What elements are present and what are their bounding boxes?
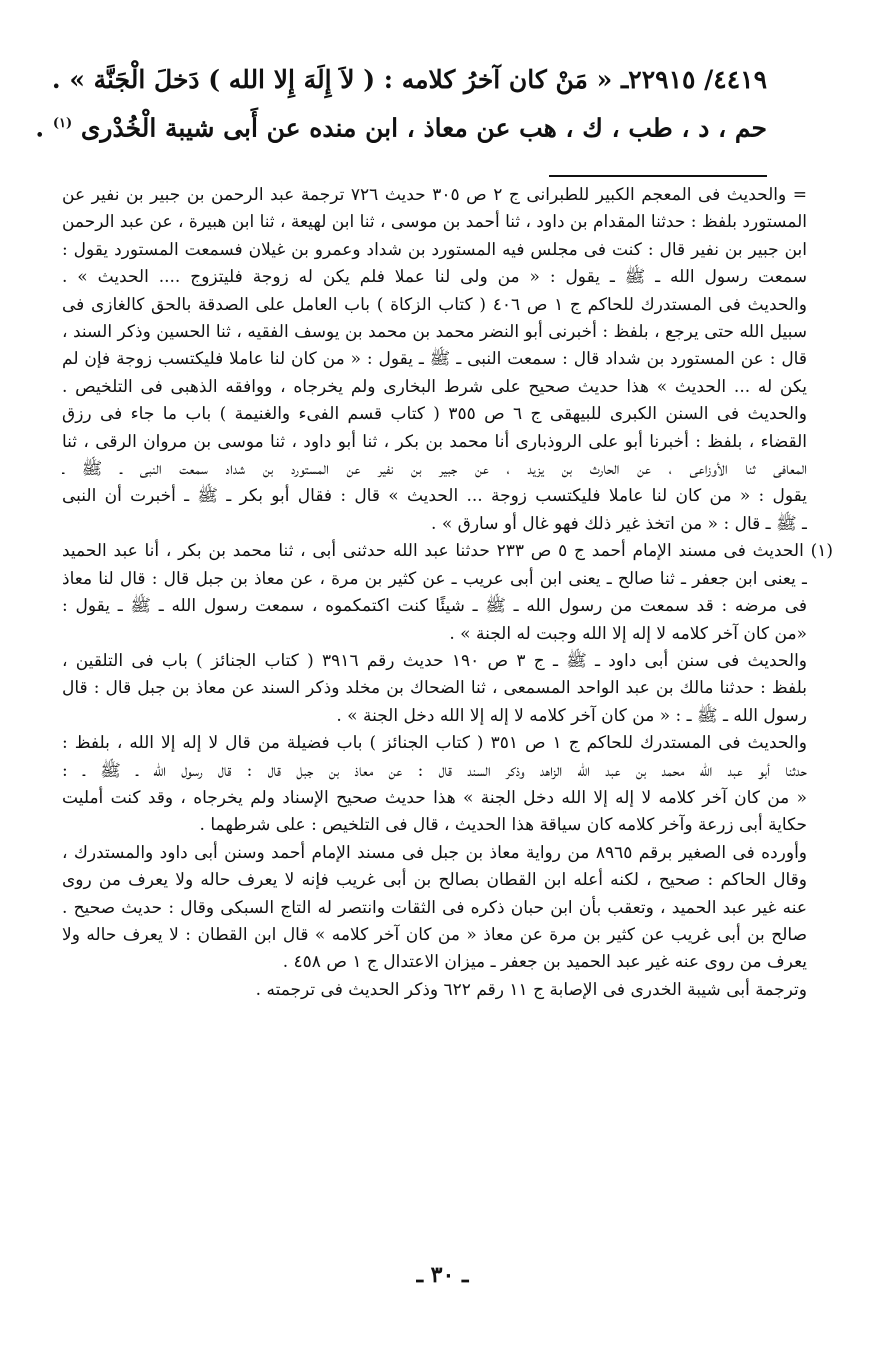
- main-hadith: [35, 58, 767, 150]
- footnote-line: حدثنا أبو عبد الله محمد بن عبد الله الزاهد وذكر السند قال : عن معاذ بن جبل قال : قال رسول الله ـ ﷺ ـ :: [62, 760, 807, 781]
- footnote-line: « من كان آخر كلامه لا إله إلا الله دخل الجنة » هذا حديث صحيح الإسناد ولم يخرجاه ، وقد كنت أمليت: [62, 787, 807, 808]
- footnote-line: حكاية أبى زرعة وآخر كلامه كان سياقة هذا الحديث ، قال فى التلخيص : على شرطهما .: [199, 815, 807, 836]
- footnote-line: وأورده فى الصغير برقم ٨٩٦٥ من رواية معاذ بن جبل فى مسند الإمام أحمد وسنن أبى داود والمستدرك ،: [62, 842, 807, 863]
- footnote-line: (١) الحديث فى مسند الإمام أحمد ج ٥ ص ٢٣٣ حدثنا عبد الله حدثنى أبى ، ثنا محمد بن بكر ، أنا عبد الحميد: [62, 541, 833, 562]
- footnote-separator: [549, 175, 767, 177]
- footnote-line: عنه غير عبد الحميد ، وتعقب بأن ابن حبان ذكره فى الثقات وانتصر له التاج السبكى وقال : حديث صحيح .: [62, 897, 807, 918]
- footnote-line: بلفظ : حدثنا مالك بن عبد الواحد المسمعى ، ثنا الضحاك بن مخلد وذكر السند عن معاذ بن جبل قال : قال: [62, 678, 807, 699]
- footnote-line: والحديث فى سنن أبى داود ـ ﷺ ـ ج ٣ ص ١٩٠ حديث رقم ٣٩١٦ ( كتاب الجنائز ) باب فى التلقين ،: [62, 650, 807, 671]
- footnote-line: ـ يعنى ابن جعفر ـ ثنا صالح ـ يعنى ابن أبى عريب ـ عن كثير بن مرة ، عن معاذ بن جبل قال : قال لنا معاذ: [62, 568, 807, 589]
- footnote-line: فى مرضه : قد سمعت من رسول الله ـ ﷺ ـ شيئًا كنت اكتمكموه ، سمعت رسول الله ـ ﷺ ـ يقول :: [62, 596, 807, 617]
- footnote-line: يعرف من روى عنه غير عبد الحميد بن جعفر ـ ميزان الاعتدال ج ١ ص ٤٥٨ .: [282, 952, 807, 973]
- hadith-sources-text: حم ، د ، طب ، ك ، هب عن معاذ ، ابن منده عن أَبى شيبة الْخُدْرى: [80, 113, 767, 143]
- footnote-line: رسول الله ـ ﷺ ـ : « من كان آخر كلامه لا إله إلا الله دخل الجنة » .: [336, 705, 807, 726]
- note-line: القضاء ، بلفظ : أخبرنا أبو على الروذبارى أنا محمد بن بكر ، ثنا أبو داود ، ثنا موسى بن مروان الرقى ، ثنا: [62, 431, 807, 452]
- hadith-text-line: ٤٤١٩/ ٢٢٩١٥ـ « مَنْ كان آخرُ كلامه : ( لاَ إِلَهَ إِلا الله ) دَخلَ الْجَنَّة » .: [51, 65, 767, 94]
- note-line: ـ ﷺ ـ قال : « من اتخذ غير ذلك فهو غال أو سارق » .: [431, 513, 807, 534]
- hadith-sources-end: .: [35, 113, 45, 143]
- note-line: المعافى ثنا الأوزاعى ، عن الحارث بن يزيد ، عن جبير بن نفير عن المستورد بن شداد سمعت النبى ـ ﷺ ـ: [62, 459, 807, 480]
- note-line: قال : عن المستورد بن شداد قال : سمعت النبى ـ ﷺ ـ يقول : « من كان لنا عاملا فليكتسب زوجة فإن لم: [62, 349, 807, 370]
- page-number: ـ ٣٠ ـ: [416, 1262, 469, 1288]
- note-line: سبيل الله حتى يرجع ، بلفظ : أخبرنى أبو النضر محمد بن محمد بن يوسف الفقيه ، ثنا الحسين وذكر السند ،: [62, 322, 807, 343]
- note-line: سمعت رسول الله ـ ﷺ ـ يقول : « من ولى لنا عملا فلم يكن له زوجة فليتزوج .... الحديث » .: [62, 267, 807, 288]
- footnotes-section: [62, 182, 833, 1004]
- footnote-marker: (١): [52, 116, 73, 131]
- footnote-line: وقال الحاكم : صحيح ، لكنه أعله ابن القطان بصالح بن أبى غريب فإنه لا يعرف حاله ولا يعرف من روى: [62, 870, 807, 891]
- footnote-line: «من كان آخر كلامه لا إله إلا الله وجبت له الجنة » .: [449, 623, 807, 644]
- note-line: = والحديث فى المعجم الكبير للطبرانى ج ٢ ص ٣٠٥ حديث ٧٢٦ ترجمة عبد الرحمن بن جبير بن نفير عن: [62, 185, 807, 205]
- hadith-sources-line: [35, 102, 767, 150]
- footnote-line: صالح بن أبى غريب عن كثير بن مرة عن معاذ « من كان آخر كلامه » قال ابن القطان : لا يعرف حاله ولا: [62, 924, 807, 945]
- note-line: المستورد بلفظ : حدثنا المقدام بن داود ، ثنا أحمد بن موسى ، ثنا ابن لهيعة ، ثنا ابن هبيرة ، عن عبد الرحمن: [62, 212, 807, 233]
- footnote-line: والحديث فى المستدرك للحاكم ج ١ ص ٣٥١ ( كتاب الجنائز ) باب فضيلة من قال لا إله إلا الله ، بلفظ :: [62, 733, 807, 754]
- footnote-line: وترجمة أبى شيبة الخدرى فى الإصابة ج ١١ رقم ٦٢٢ وذكر الحديث فى ترجمته .: [255, 979, 807, 1000]
- note-line: يقول : « من كان لنا عاملا فليكتسب زوجة ... الحديث » قال : فقال أبو بكر ـ ﷺ ـ أخبرت أن النبى: [62, 486, 807, 507]
- note-line: يكن له ... الحديث » هذا حديث صحيح على شرط البخارى ولم يخرجاه ، ووافقه الذهبى فى التلخيص .: [62, 376, 807, 397]
- note-line: ابن جبير بن نفير قال : كنت فى مجلس فيه المستورد بن شداد وعمرو بن غيلان فسمعت المستورد يقول :: [62, 239, 807, 260]
- note-line: والحديث فى المستدرك للحاكم ج ١ ص ٤٠٦ ( كتاب الزكاة ) باب العامل على الصدقة بالحق كالغازى فى: [62, 294, 807, 315]
- note-line: والحديث فى السنن الكبرى للبيهقى ج ٦ ص ٣٥٥ ( كتاب قسم الفىء والغنيمة ) باب ما جاء فى رزق: [62, 404, 807, 425]
